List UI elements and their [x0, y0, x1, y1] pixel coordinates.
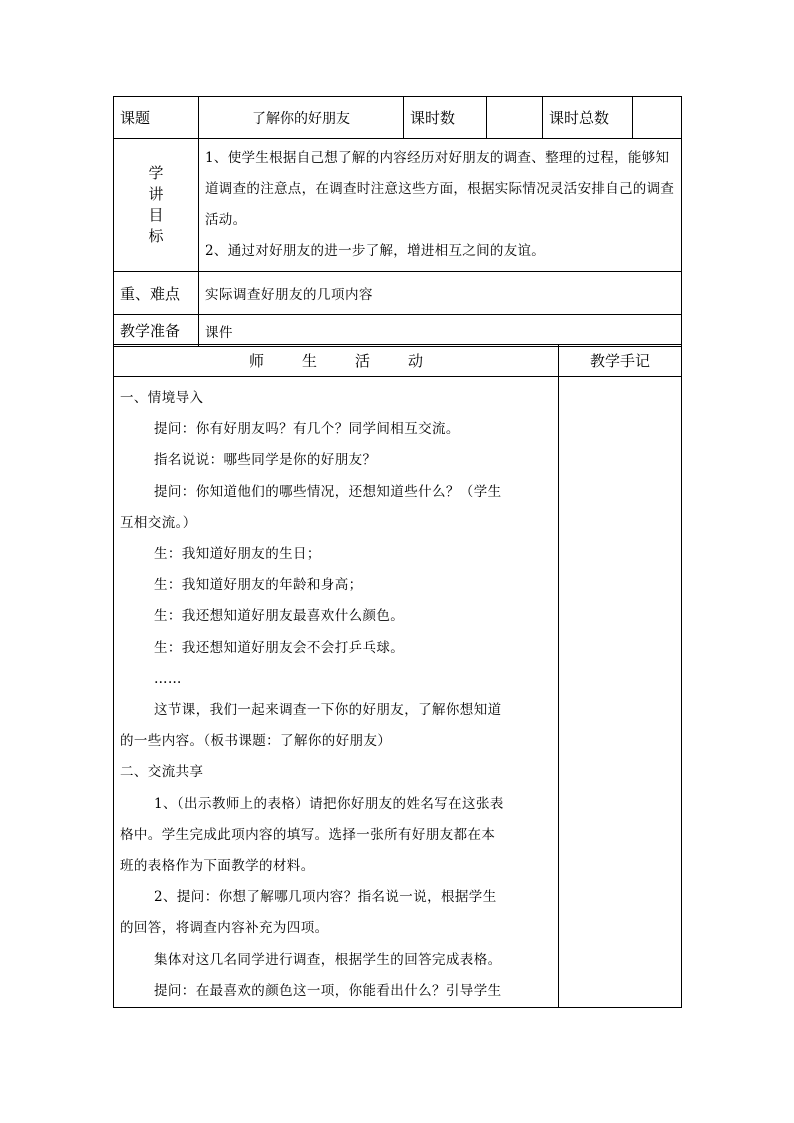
activity-line: 的回答，将调查内容补充为四项。: [120, 920, 329, 937]
lesson-header-table: [113, 96, 682, 347]
goal-label-char: 讲: [148, 185, 164, 203]
prep-label: 教学准备: [114, 315, 199, 347]
activity-line: 指名说说：哪些同学是你的好朋友？: [154, 452, 377, 469]
key-row: [114, 272, 682, 315]
activity-line: 生：我知道好朋友的年龄和身高；: [154, 577, 363, 594]
prep-value: 课件: [199, 315, 682, 347]
activity-line: 互相交流。）: [120, 514, 197, 531]
activity-line: 班的表格作为下面教学的材料。: [120, 858, 315, 875]
goal-label: [114, 139, 199, 272]
topic-value: 了解你的好朋友: [199, 97, 404, 139]
activity-line: 生：我还想知道好朋友会不会打乒乓球。: [154, 639, 405, 656]
activity-line: 的一些内容。（板书课题：了解你的好朋友）: [120, 733, 392, 750]
activity-line: 1、（出示教师上的表格）请把你好朋友的姓名写在这张表: [154, 795, 504, 812]
key-label: 重、难点: [114, 272, 199, 315]
activity-head-row: [114, 345, 682, 377]
activity-line: 格中。学生完成此项内容的填写。选择一张所有好朋友都在本: [120, 826, 496, 843]
goal-1: 1、使学生根据自己想了解的内容经历对好朋友的调查、整理的过程，能够知道调查的注意点，在调查时注意这些方面，根据实际情况灵活安排自己的调查活动。: [205, 150, 675, 228]
activity-line: ……: [154, 670, 182, 687]
activity-body-row: [114, 377, 682, 1008]
goal-row: [114, 139, 682, 272]
activity-head-label: 师生活动: [248, 352, 461, 370]
activity-body: [114, 377, 559, 1008]
activity-head: [114, 345, 559, 377]
hours-value: [487, 97, 543, 139]
key-value: 实际调查好朋友的几项内容: [199, 272, 682, 315]
activity-lines: [120, 383, 550, 1007]
hours-label: 课时数: [404, 97, 487, 139]
total-hours-label: 课时总数: [543, 97, 633, 139]
activity-line: 生：我知道好朋友的生日；: [154, 546, 321, 563]
goal-text: [199, 139, 682, 272]
activity-line: 这节课，我们一起来调查一下你的好朋友，了解你想知道: [154, 702, 502, 719]
activity-line: 2、提问：你想了解哪几项内容？指名说一说，根据学生: [154, 889, 497, 906]
activity-table: [113, 344, 682, 1008]
activity-line: 一、情境导入: [120, 390, 204, 406]
notes-body: [559, 377, 682, 1008]
total-hours-value: [633, 97, 682, 139]
activity-line: 二、交流共享: [120, 764, 204, 781]
notes-head: 教学手记: [559, 345, 682, 377]
activity-line: 提问：你知道他们的哪些情况，还想知道些什么？（学生: [154, 483, 502, 500]
topic-row: [114, 97, 682, 139]
topic-label: 课题: [114, 97, 199, 139]
activity-line: 生：我还想知道好朋友最喜欢什么颜色。: [154, 608, 405, 625]
activity-line: 提问：在最喜欢的颜色这一项，你能看出什么？引导学生: [154, 982, 502, 999]
goal-label-char: 标: [148, 227, 164, 245]
goal-label-char: 学: [148, 164, 164, 182]
goal-label-char: 目: [148, 206, 164, 224]
activity-line: 提问：你有好朋友吗？有几个？同学间相互交流。: [154, 421, 460, 438]
activity-line: 集体对这几名同学进行调查，根据学生的回答完成表格。: [154, 951, 502, 968]
prep-row: [114, 315, 682, 347]
goal-2: 2、通过对好朋友的进一步了解，增进相互之间的友谊。: [205, 243, 546, 259]
